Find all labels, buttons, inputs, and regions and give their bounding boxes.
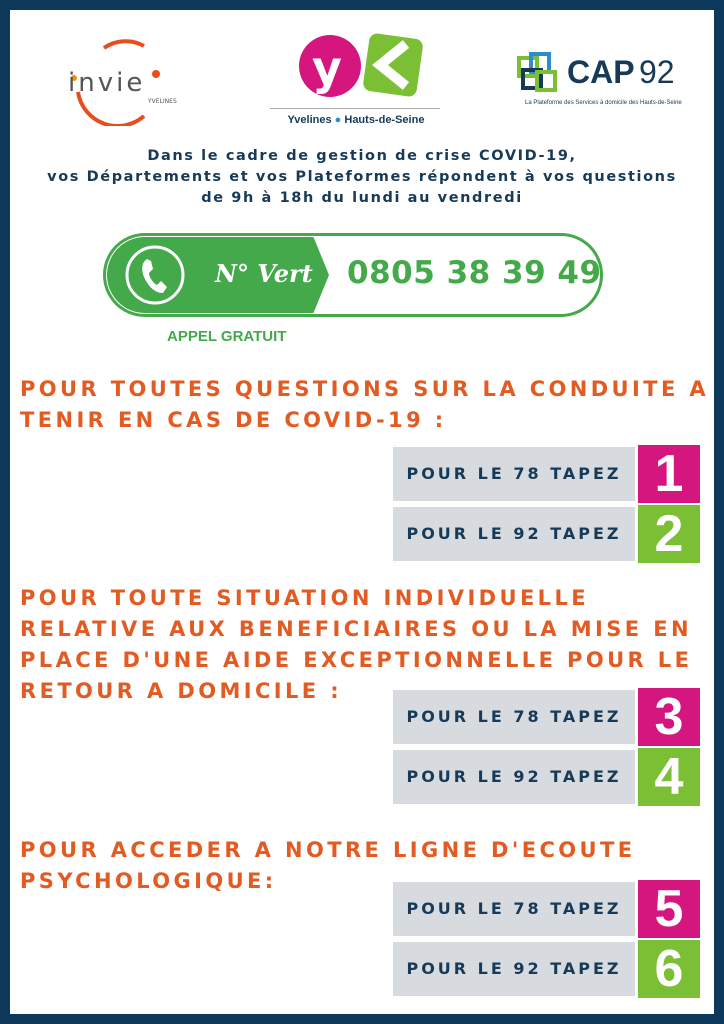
section-title-line: RETOUR A DOMICILE : (20, 679, 343, 703)
phone-icon (123, 243, 187, 307)
key-badge: 3 (638, 688, 700, 746)
option-78-key-5 (393, 882, 701, 936)
key-badge: 4 (638, 748, 700, 806)
section-title-line: POUR TOUTES QUESTIONS SUR LA CONDUITE A (20, 377, 710, 401)
numero-vert-label: N° Vert (215, 259, 313, 288)
hautsdeseine-caption: Hauts-de-Seine (344, 114, 425, 126)
option-92-key-4 (393, 750, 701, 804)
invie-logo (60, 36, 190, 126)
option-label: POUR LE 92 TAPEZ (393, 507, 635, 561)
section-title-line: POUR ACCEDER A NOTRE LIGNE D'ECOUTE (20, 838, 636, 862)
key-badge: 2 (638, 505, 700, 563)
option-92-key-6 (393, 942, 701, 996)
key-badge: 1 (638, 445, 700, 503)
key-badge: 6 (638, 940, 700, 998)
yvelines-caption: Yvelines (287, 114, 332, 126)
intro-line: Dans le cadre de gestion de crise COVID-19, (147, 148, 577, 164)
dot-icon: ● (334, 114, 342, 126)
section-title-line: POUR TOUTE SITUATION INDIVIDUELLE (20, 586, 589, 610)
invie-sub: YVELINES (148, 98, 177, 105)
phone-banner (103, 233, 609, 325)
option-92-key-2 (393, 507, 701, 561)
intro-line: vos Départements et vos Plateformes répondent à vos questions (47, 169, 677, 185)
cap92-tagline: La Plateforme des Services à domicile des Hauts-de-Seine (525, 100, 682, 106)
cap92-number: 92 (639, 54, 675, 90)
option-label: POUR LE 92 TAPEZ (393, 750, 635, 804)
key-badge: 5 (638, 880, 700, 938)
option-label: POUR LE 78 TAPEZ (393, 882, 635, 936)
intro-line: de 9h à 18h du lundi au vendredi (201, 190, 523, 206)
intro-text (10, 146, 714, 209)
section-title-line: TENIR EN CAS DE COVID-19 : (20, 408, 447, 432)
option-label: POUR LE 92 TAPEZ (393, 942, 635, 996)
cap92-logo (515, 48, 695, 118)
section-title-line: RELATIVE AUX BENEFICIAIRES OU LA MISE EN (20, 617, 692, 641)
phone-number[interactable]: 0805 38 39 49 (347, 255, 602, 291)
cap92-name: CAP (567, 54, 635, 90)
option-label: POUR LE 78 TAPEZ (393, 447, 635, 501)
flyer-page (10, 10, 714, 1014)
section-title-line: PLACE D'UNE AIDE EXCEPTIONNELLE POUR LE (20, 648, 693, 672)
svg-text:y: y (312, 41, 342, 95)
section-individual-situation-title (20, 583, 700, 707)
option-78-key-3 (393, 690, 701, 744)
invie-wordmark: invie (68, 68, 146, 98)
appel-gratuit-label: APPEL GRATUIT (167, 328, 287, 345)
section-title-line: PSYCHOLOGIQUE: (20, 869, 277, 893)
section-covid-conduct-title (20, 374, 710, 436)
yvelines-hautsdeseine-logo (268, 28, 448, 132)
option-78-key-1 (393, 447, 701, 501)
option-label: POUR LE 78 TAPEZ (393, 690, 635, 744)
